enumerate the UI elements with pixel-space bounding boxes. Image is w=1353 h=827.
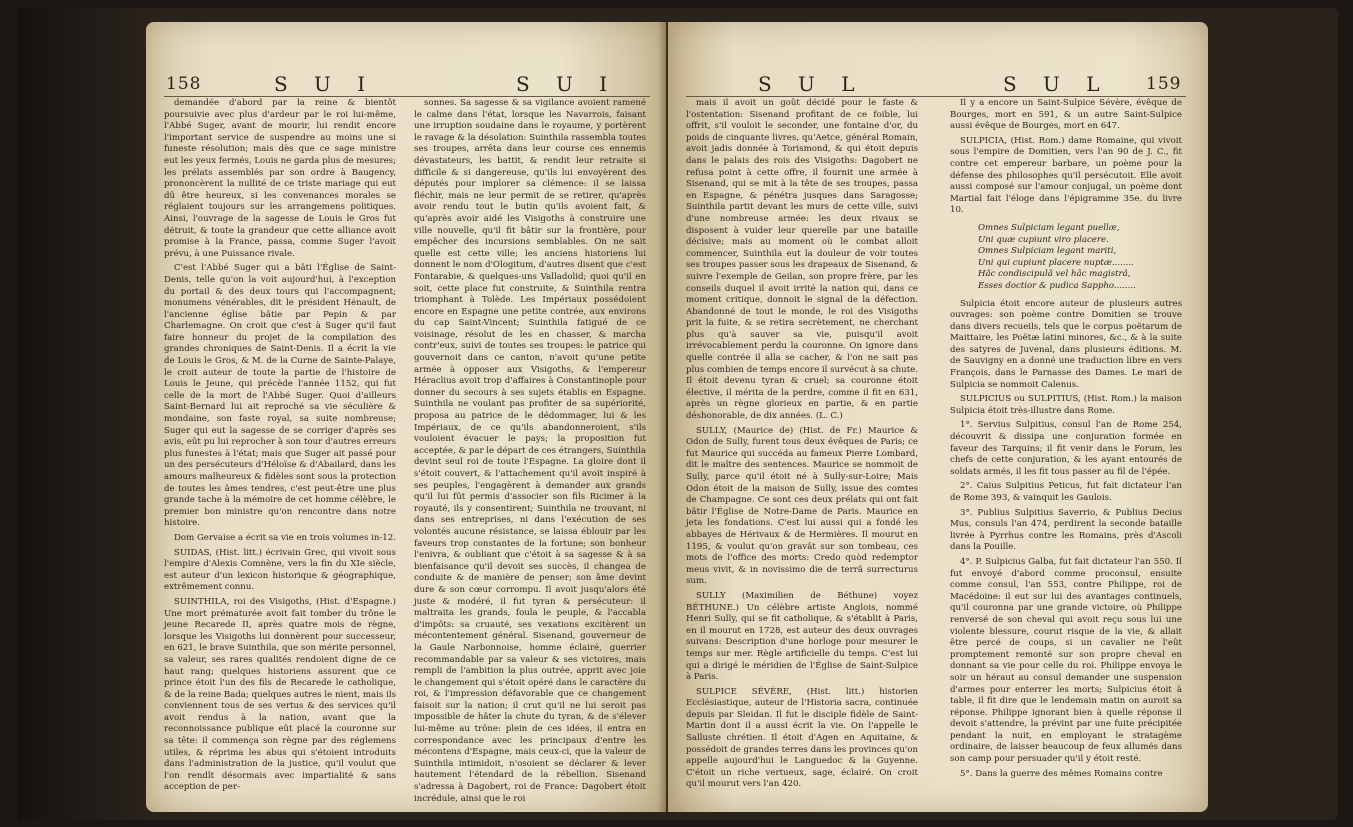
paragraph: mais il avoit un goût décidé pour le faste & l'ostentation: Sisenand profitant de ce foible, lui offrit, s'il vouloit le seconder, une fontaine d'or, du poids de cinquante livres, qu'Aetce, général Romain, avoit jadis donnée à Torismond, & qui étoit depuis dans le palais des rois des Visigoths: Dagobert ne refusa point à cette offre, il fournit une armée à Sisenand, qui se mit à la tête de ses troupes, passa en Espagne, & pénétra jusques dans Saragosse; Suinthila partit devant les murs de cette ville, suivi d'une nombreuse armée: les deux rivaux se disposent à vuider leur querelle par une bataille décisive; mais au moment où le combat alloit commencer, Suinthila eut la douleur de voir toutes ses troupes passer sous les drapeaux de Sisenand, & suivre l'exemple de Geilan, son propre frère, par les conseils duquel il avoit irrité la nation qui, dans ce moment critique, donnoit le signal de la défection. Abandonné de tout le monde, le roi des Visigoths prit la fuite, & se retira secrètement, ne cherchant plus qu'à sauver sa vie, puisqu'il avoit irrévocablement perdu la couronne. On ignore dans quelle contrée il alla se cacher, & l'on ne sait pas plus combien de temps encore il survécut à sa chute. Il étoit devenu tyran & cruel; sa couronne étoit élective, il mérita de la perdre, comme il fit en 631, après un règne glorieux en partie, & en partie déshonorable, de dix années. (L. C.) [686, 98, 918, 422]
verse-block [950, 223, 1182, 293]
right-page-number: 159 [1146, 74, 1182, 94]
verse-line: Hâc condiscipulâ vel hâc magistrâ, [978, 269, 1131, 280]
paragraph: SULPICE SÉVÈRE, (Hist. litt.) historien Ecclésiastique, auteur de l'Historia sacra, continuée depuis par Sleidan. Il fut le disciple fidèle de Saint-Martin dont il a aussi écrit la vie. On l'appelle le Salluste chrétien. Il étoit d'Agen en Aquitaine, & possédoit de grandes terres dans les provinces qu'on appelle aujourd'hui le Languedoc & la Guyenne. C'étoit un riche vertueux, sage, éclairé. On croit qu'il mourut vers l'an 420. [686, 686, 918, 790]
verse-line: Omnes Sulpiciam legant mariti, [978, 246, 1117, 257]
verse-line: Uni qui cupiunt placere nuptæ........ [978, 257, 1134, 268]
right-column-1 [686, 98, 918, 794]
paragraph: 5°. Dans la guerre des mêmes Romains contre [960, 768, 1163, 779]
paragraph: Sulpicia étoit encore auteur de plusieurs autres ouvrages: son poème contre Domitien se trouve dans divers recueils, tels que le corpus poëtarum de Maittaire, les Poëtæ latini minores, &c., & à la suite des satyres de Juvenal, dans plusieurs éditions. M. de Sauvigny en a donné une traduction libre en vers François, dans le Parnasse des Dames. Le mari de Sulpicia se nommoit Calenus. [950, 298, 1182, 390]
verse-line: Omnes Sulpiciam legant puellæ, [978, 222, 1120, 233]
paragraph: Il y a encore un Saint-Sulpice Sévère, évêque de Bourges, mort en 591, & un autre Saint-Sulpice aussi évêque de Bourges, mort en 647. [950, 98, 1182, 132]
paragraph: demandée d'abord par la reine & bientôt poursuivie avec plus d'ardeur par le roi lui-même, l'Abbé Suger, avant de mourir, lui rendit encore l'important service de suspendre au moins une si funeste résolution; mais dès que ce sage ministre eut les yeux fermés, Louis ne garda plus de mesures; les prélats assemblés par son ordre à Baugency, prononcèrent la nullité de ce triste mariage qui eut dû être heureux, si les convenances morales se réglaient toujours sur les arrangemens politiques. Ainsi, l'ouvrage de la sagesse de Louis le Gros fut détruit, & toute la grandeur que cette alliance avoit promise à la France, passa, comme Suger l'avoit prévu, à une Puissance rivale. [164, 98, 396, 259]
verse-line: Uni quæ cupiunt viro placere. [978, 234, 1109, 245]
paragraph: C'est l'Abbé Suger qui a bâti l'Église de Saint-Denis, telle qu'on la voit aujourd'hui, à l'exception du portail & des deux tours qui l'accompagnent; monumens vénérables, dit le président Hénault, de l'ancienne église bâtie par Pepin & par Charlemagne. On croit que c'est à Suger qu'il faut faire honneur du projet de la compilation des grandes chroniques de Saint-Denis. Il a écrit la vie de Louis le Gros, & M. de la Curne de Sainte-Palaye, le croit auteur de toute la partie de l'histoire de Louis le Jeune, qui précède l'année 1152, qui fut celle de la mort de l'Abbé Suger. Quoi d'ailleurs Saint-Bernard lui ait reproché sa vie séculière & mondaine, son faste royal, sa suite nombreuse; Suger qui eut la sagesse de se corriger d'après ses avis, eût pu lui reprocher à son tour d'autres erreurs plus funestes à l'état; mais que Suger ait passé pour un des persécuteurs d'Héloïse & d'Abailard, dans les amours malheureux & fidèles sont sous la protection de toutes les âmes tendres, c'est peut-être une plus grande tache à la mémoire de cet homme célèbre, le premier bon ministre qu'on rencontre dans notre histoire. [164, 263, 396, 529]
paragraph: SULPICIA, (Hist. Rom.) dame Romaine, qui vivoit sous l'empire de Domitien, vers l'an 90 de J. C., fit contre cet empereur barbare, un poème pour la défense des philosophes qu'il persécutoit. Elle avoit aussi composé sur l'amour conjugal, un poème dont Martial fait l'éloge dans l'épigramme 35e. du livre 10. [950, 135, 1182, 216]
left-page-number: 158 [166, 74, 202, 94]
right-page [668, 22, 1208, 812]
paragraph: 1°. Servius Sulpitius, consul l'an de Rome 254, découvrit & dissipa une conjuration formée en faveur des Tarquins; il fit venir dans le Forum, les chefs de cette conjuration, & les ayant entourés de soldats armés, il les fit tous passer au fil de l'épée. [950, 420, 1182, 477]
left-header-rule [164, 96, 650, 97]
left-headword-1: S U I [274, 72, 376, 96]
paragraph: SUIDAS, (Hist. litt.) écrivain Grec, qui vivoit sous l'empire d'Alexis Comnène, vers la fin du XIe siècle, est auteur d'un lexicon historique & géographique, extrêmement connu. [164, 547, 396, 593]
left-column-1 [164, 98, 396, 797]
paragraph: 3°. Publius Sulpitius Saverrio, & Publius Decius Mus, consuls l'an 474, perdirent la seconde bataille livrée à Pyrrhus contre les Romains, près d'Ascoli dans la Pouille. [950, 507, 1182, 553]
right-headword-2: S U L [1003, 72, 1110, 96]
paragraph: Dom Gervaise a écrit sa vie en trois volumes in-12. [174, 532, 396, 543]
left-column-2 [414, 98, 646, 808]
paragraph: SULLY (Maximilien de Béthune) voyez BÉTHUNE.) Un célèbre artiste Anglois, nommé Henri Sully, qui se fit catholique, & s'établit à Paris, en il mourut en 1728, est auteur des deux ouvrages suivans: Description d'une horloge pour mesurer le temps sur mer. Règle artificielle du temps. C'est lui qui a dirigé le méridien de l'Église de Saint-Sulpice à Paris. [686, 590, 918, 683]
paragraph: SUINTHILA, roi des Visigoths, (Hist. d'Espagne.) Une mort prématurée avoit fait tomber du trône le jeune Recarede II, après quatre mois de règne, lorsque les Visigoths lui donnèrent pour successeur, en 621, le brave Suinthila, que son mérite personnel, sa valeur, ses rares qualités rendoient digne de ce haut rang; quelques historiens assurent que ce prince étoit l'un des fils de Recarede le catholique, & de la reine Bada; quelques autres le nient, mais ils conviennent tous de ses vertus & des services qu'il avoit rendus à la nation, avant que la reconnoissance publique eût placé la couronne sur sa tête: il commença son règne par des réglemens utiles, & réprima les abus qui s'étoient introduits dans l'administration de la justice, qu'il voulut que l'on rendît désormais avec impartialité & sans acception de per- [164, 596, 396, 793]
book-edge-shadow [18, 8, 146, 820]
paragraph: SULPICIUS ou SULPITIUS, (Hist. Rom.) la maison Sulpicia étoit très-illustre dans Rome. [950, 394, 1182, 416]
right-header-rule [686, 96, 1186, 97]
left-headword-2: S U I [516, 72, 618, 96]
paragraph: sonnes. Sa sagesse & sa vigilance avoient ramené le calme dans l'état, lorsque les Navarrois, faisant une irruption soudaine dans le royaume, y portèrent le ravage & la désolation: Suinthila rassembla toutes ses troupes, arrêta dans leur course ces ennemis dévastateurs, les battit, & rendit leur retraite si difficile & si dangereuse, qu'ils lui envoyèrent des députés pour implorer sa clémence: il se laissa fléchir, mais ne leur permit de se retirer, qu'après avoir rendu tout le butin qu'ils avoient fait, & qu'après avoir aidé les Visigoths à construire une ville nouvelle, qu'il fit bâtir sur la frontière, pour empêcher des incursions semblables. On ne sait quelle est cette ville; les anciens historiens lui donnent le nom d'Ologitum, d'autres disent que c'est Fontarabie, & quelques-uns Valladolid; quoi qu'il en soit, cette place fut construite, & Suinthila rentra triomphant à Tolède. Les Impériaux possédoient encore en Espagne une petite contrée, aux environs du cap Saint-Vincent; Suinthila fatigué de ce voisinage, résolut de les en chasser, & marcha contr'eux, suivi de toutes ses troupes: le patrice qui gouvernoit dans ce canton, n'avoit qu'une petite armée à opposer aux Visigoths, & l'empereur Héraclius avoit trop d'affaires à Constantinople pour donner du secours à ses sujets établis en Espagne. Suinthila ne voulant pas profiter de sa supériorité, proposa au patrice de le dédommager, lui & les Impériaux, de ce qu'ils abandonneroient, s'ils vouloient évacuer le pays; la proposition fut acceptée, & par le départ de ces étrangers, Suinthila devint seul roi de toute l'Espagne. La gloire dont il s'étoit couvert, & l'attachement qu'il avoit inspiré à ses peuples, l'engagèrent à demander aux grands qu'il lui fût permis d'associer son fils Ricimer à la royauté, ils y consentirent; Suinthila ne trouvant, ni dans ses entreprises, ni dans l'exécution de ses volontés aucune résistance, se laissa éblouir par les faveurs trop constantes de la fortune; son bonheur l'enivra, & oubliant que c'étoit à sa sagesse & à sa bienfaisance qu'il devoit ses succès, il changea de conduite & de manière de penser; son âme devint dure & son cœur corrompu. Il avoit jusqu'alors été juste & modéré, il fut tyran & persécuteur: il maltraita les grands, foula le peuple, & l'accabla d'impôts: sa cruauté, ses vexations excitèrent un mécontentement général. Sisenand, gouverneur de la Gaule Narbonnoise, homme éclairé, guerrier recommandable par sa valeur & ses victoires, mais rempli de l'ambition la plus outrée, apprit avec joie le changement qui s'étoit opéré dans le caractère du roi, & l'impression défavorable que ce changement faisoit sur la nation; il crut qu'il ne lui seroit pas impossible de hâter la chute du tyran, & de s'élever lui-même au trône: plein de ces idées, il entra en correspondance avec les principaux d'entre les mécontens d'Espagne, mais ceux-ci, que la valeur de Suinthila intimidoit, n'osoient se déclarer & lever hautement l'étendard de la rébellion. Sisenand s'adressa à Dagobert, roi de France: Dagobert étoit incrédule, ainsi que le roi [414, 98, 646, 804]
right-headword-1: S U L [758, 72, 865, 96]
verse-line: Esses doctior & pudica Sappho........ [978, 280, 1136, 291]
right-column-2 [950, 98, 1182, 783]
left-page [146, 22, 666, 812]
paragraph: SULLY, (Maurice de) (Hist. de Fr.) Maurice & Odon de Sully, furent tous deux évêques de Paris; ce fut Maurice qui succéda au fameux Pierre Lombard, dit le maître des sentences. Maurice se nommoit de Sully, parce qu'il étoit né à Sully-sur-Loire; Mais Odon étoit de la maison de Sully, issue des comtes de Champagne. Ce sont ces deux prélats qui ont fait bâtir l'Église de Notre-Dame de Paris. Maurice en jeta les fondations. C'est lui aussi qui a fondé les abbayes de Hérivaux & de Hermières. Il mourut en 1195, & voulut qu'on gravât sur son tombeau, ces mots de l'office des morts: Credo quòd redemptor meus vivit, & in novissimo die de terrâ surrecturus sum. [686, 425, 918, 587]
paragraph: 4°. P. Sulpicius Galba, fut fait dictateur l'an 550. Il fut envoyé d'abord comme proconsul, ensuite comme consul, l'an 553, contre Philippe, roi de Macédoine: il eut sur lui des avantages continuels, qu'il couronna par une grande victoire, où Philippe renversé de son cheval qui avoit reçu sous lui une violente blessure, courut risque de la vie, & allait être percé de coups, si un cavalier ne l'eût promptement remonté sur son propre cheval en donnant sa vie pour celle du roi. Philippe envoya le soir un héraut au consul demander une suspension d'armes pour enterrer les morts; Sulpicius étoit à table, il fit dire que le lendemain matin on auroit sa réponse. Philippe ignorant bien à quelle réponse il devoit s'attendre, la prévint par une fuite précipitée pendant la nuit, en employant le stratagème ordinaire, de laisser beaucoup de feux allumés dans son camp pour persuader qu'il y étoit resté. [950, 556, 1182, 765]
open-book [18, 8, 1338, 820]
paragraph: 2°. Caius Sulpitius Peticus, fut fait dictateur l'an de Rome 393, & vainquit les Gaulois. [950, 481, 1182, 503]
